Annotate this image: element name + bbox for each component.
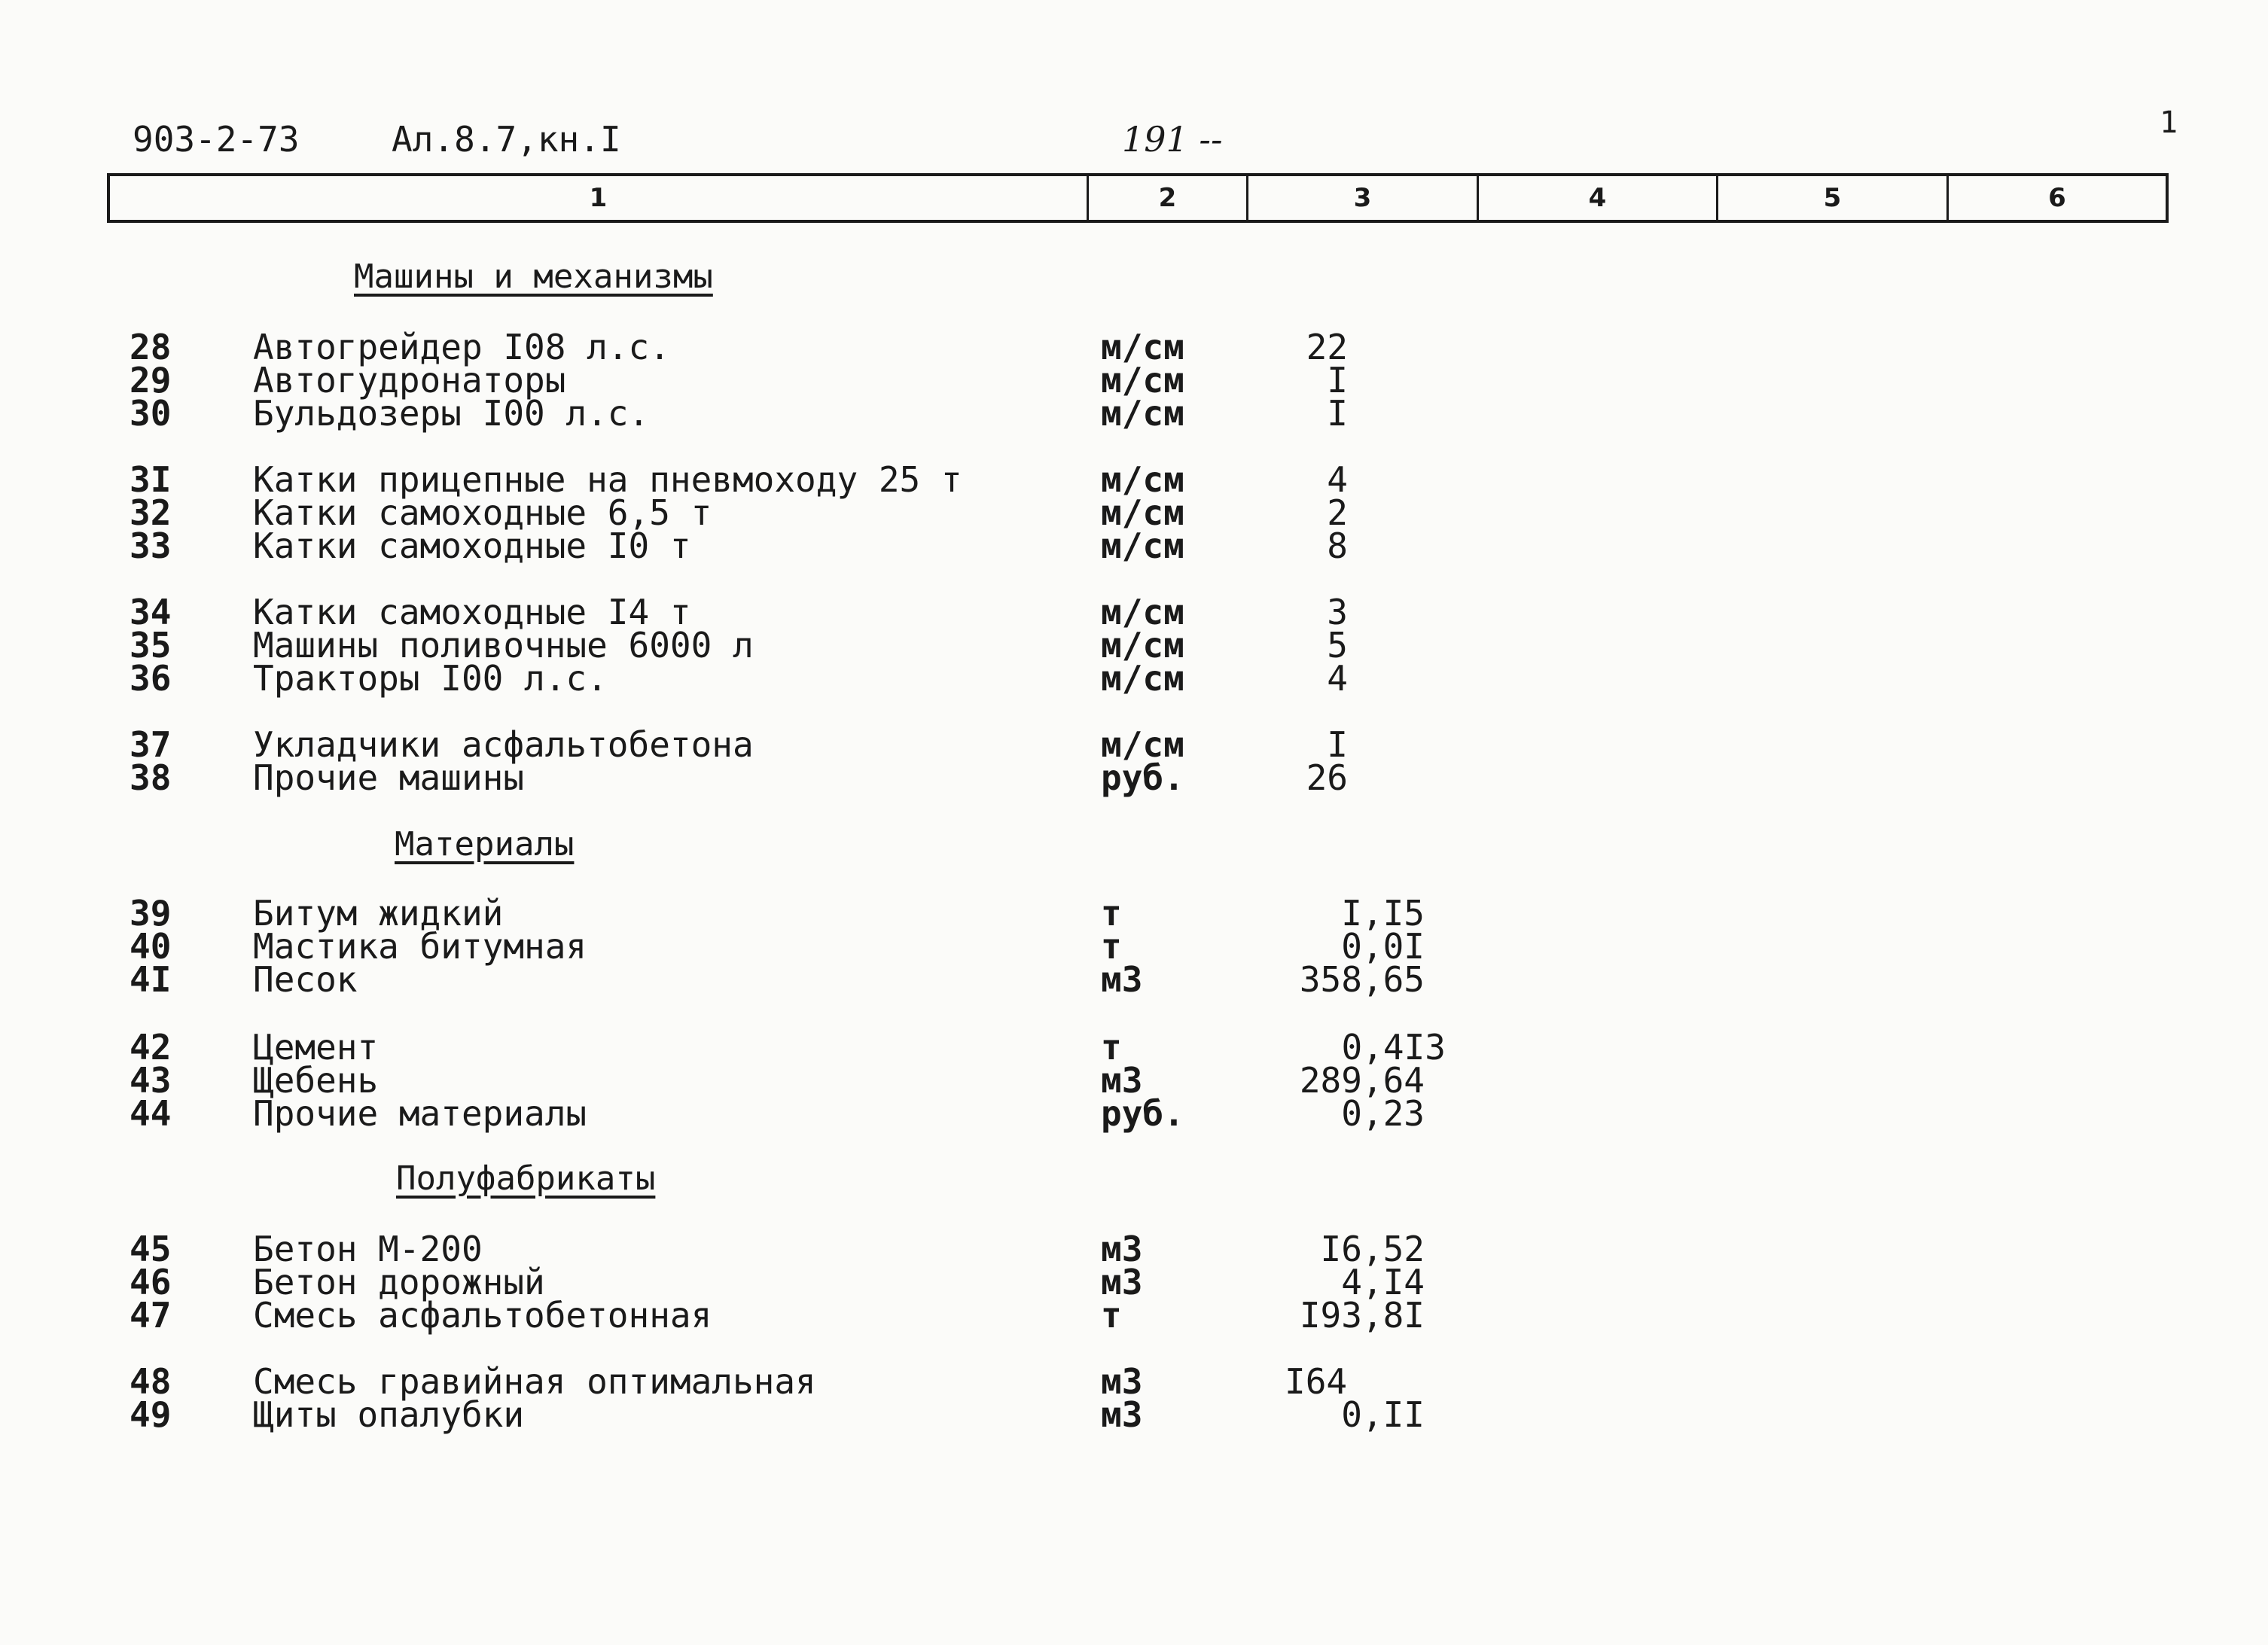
row-name: Бетон М-200 [253, 1229, 483, 1269]
row-name: Бульдозеры I00 л.с. [253, 393, 650, 434]
row-number: 34 [130, 592, 172, 632]
row-number: 42 [130, 1027, 172, 1068]
row-name: Катки самоходные I4 т [253, 592, 691, 632]
row-name: Бетон дорожный [253, 1262, 545, 1302]
row-name: Щиты опалубки [253, 1394, 525, 1435]
row-unit: т [1101, 1295, 1122, 1336]
row-quantity: I [1327, 393, 1348, 434]
row-name: Цемент [253, 1027, 379, 1068]
row-unit: м3 [1101, 1229, 1143, 1269]
row-unit: т [1101, 1027, 1122, 1068]
row-number: 40 [130, 926, 172, 967]
row-number: 44 [130, 1093, 172, 1134]
column-header-1: 1 [110, 176, 1089, 220]
row-unit: т [1101, 926, 1122, 967]
row-unit: м/см [1101, 724, 1184, 765]
row-quantity: 8 [1327, 525, 1348, 566]
row-unit: м/см [1101, 658, 1184, 699]
row-name: Автогрейдер I08 л.с. [253, 327, 670, 367]
row-quantity: 4 [1327, 459, 1348, 500]
column-header-4: 4 [1479, 176, 1718, 220]
row-number: 29 [130, 360, 172, 401]
row-number: 4I [130, 959, 172, 1000]
row-quantity: 3 [1327, 592, 1348, 632]
row-name: Тракторы I00 л.с. [253, 658, 608, 699]
row-unit: м3 [1101, 1361, 1143, 1402]
row-number: 47 [130, 1295, 172, 1336]
row-unit: м/см [1101, 360, 1184, 401]
row-quantity: 5 [1327, 625, 1348, 666]
row-name: Укладчики асфальтобетона [253, 724, 754, 765]
row-number: 30 [130, 393, 172, 434]
row-number: 46 [130, 1262, 172, 1302]
row-quantity: 0,0I [1341, 926, 1425, 967]
row-number: 28 [130, 327, 172, 367]
row-quantity: I6,52 [1320, 1229, 1425, 1269]
row-unit: м3 [1101, 1060, 1143, 1101]
row-quantity: 358,65 [1299, 959, 1425, 1000]
row-unit: м/см [1101, 625, 1184, 666]
row-unit: т [1101, 893, 1122, 934]
row-number: 32 [130, 492, 172, 533]
section-heading-machines: Машины и механизмы [354, 257, 713, 296]
row-name: Катки самоходные I0 т [253, 525, 691, 566]
row-quantity: 26 [1306, 757, 1348, 798]
row-quantity: 4,I4 [1341, 1262, 1425, 1302]
row-number: 39 [130, 893, 172, 934]
row-unit: руб. [1101, 757, 1184, 798]
corner-mark: 1 [2160, 105, 2178, 140]
row-unit: м/см [1101, 592, 1184, 632]
row-quantity: I [1327, 724, 1348, 765]
column-header-5: 5 [1718, 176, 1949, 220]
column-header-6: 6 [2048, 183, 2066, 213]
row-number: 3I [130, 459, 172, 500]
row-number: 49 [130, 1394, 172, 1435]
row-name: Автогудронаторы [253, 360, 566, 401]
row-quantity: I93,8I [1299, 1295, 1425, 1336]
row-name: Прочие машины [253, 757, 525, 798]
column-header-3: 3 [1248, 176, 1479, 220]
row-number: 45 [130, 1229, 172, 1269]
row-name: Мастика битумная [253, 926, 587, 967]
row-quantity: 0,23 [1341, 1093, 1425, 1134]
row-name: Щебень [253, 1060, 379, 1101]
page-number: 191 -- [1122, 119, 1223, 160]
section-heading-materials: Материалы [395, 825, 575, 864]
row-quantity: I64 [1285, 1361, 1348, 1402]
row-quantity: 289,64 [1299, 1060, 1425, 1101]
row-number: 35 [130, 625, 172, 666]
row-number: 37 [130, 724, 172, 765]
row-unit: м/см [1101, 393, 1184, 434]
row-quantity: 0,4I3 [1341, 1027, 1446, 1068]
column-header-bar [107, 173, 2169, 223]
row-number: 43 [130, 1060, 172, 1101]
album-reference: Ал.8.7,кн.I [392, 119, 621, 160]
row-name: Катки прицепные на пневмоходу 25 т [253, 459, 962, 500]
row-number: 38 [130, 757, 172, 798]
column-header-2: 2 [1089, 176, 1248, 220]
row-unit: руб. [1101, 1093, 1184, 1134]
row-quantity: 2 [1327, 492, 1348, 533]
section-heading-semi-finished: Полуфабрикаты [396, 1159, 656, 1198]
row-quantity: 4 [1327, 658, 1348, 699]
row-quantity: 22 [1306, 327, 1348, 367]
row-name: Смесь асфальтобетонная [253, 1295, 712, 1336]
row-unit: м/см [1101, 525, 1184, 566]
row-quantity: 0,II [1341, 1394, 1425, 1435]
row-unit: м3 [1101, 1262, 1143, 1302]
row-unit: м3 [1101, 1394, 1143, 1435]
row-number: 36 [130, 658, 172, 699]
row-name: Прочие материалы [253, 1093, 587, 1134]
document-code: 903-2-73 [133, 119, 300, 160]
row-unit: м/см [1101, 492, 1184, 533]
row-name: Песок [253, 959, 358, 1000]
row-number: 33 [130, 525, 172, 566]
row-name: Катки самоходные 6,5 т [253, 492, 712, 533]
row-quantity: I [1327, 360, 1348, 401]
row-unit: м3 [1101, 959, 1143, 1000]
row-name: Смесь гравийная оптимальная [253, 1361, 816, 1402]
row-name: Битум жидкий [253, 893, 504, 934]
row-number: 48 [130, 1361, 172, 1402]
row-unit: м/см [1101, 327, 1184, 367]
row-unit: м/см [1101, 459, 1184, 500]
row-name: Машины поливочные 6000 л [253, 625, 754, 666]
row-quantity: I,I5 [1341, 893, 1425, 934]
